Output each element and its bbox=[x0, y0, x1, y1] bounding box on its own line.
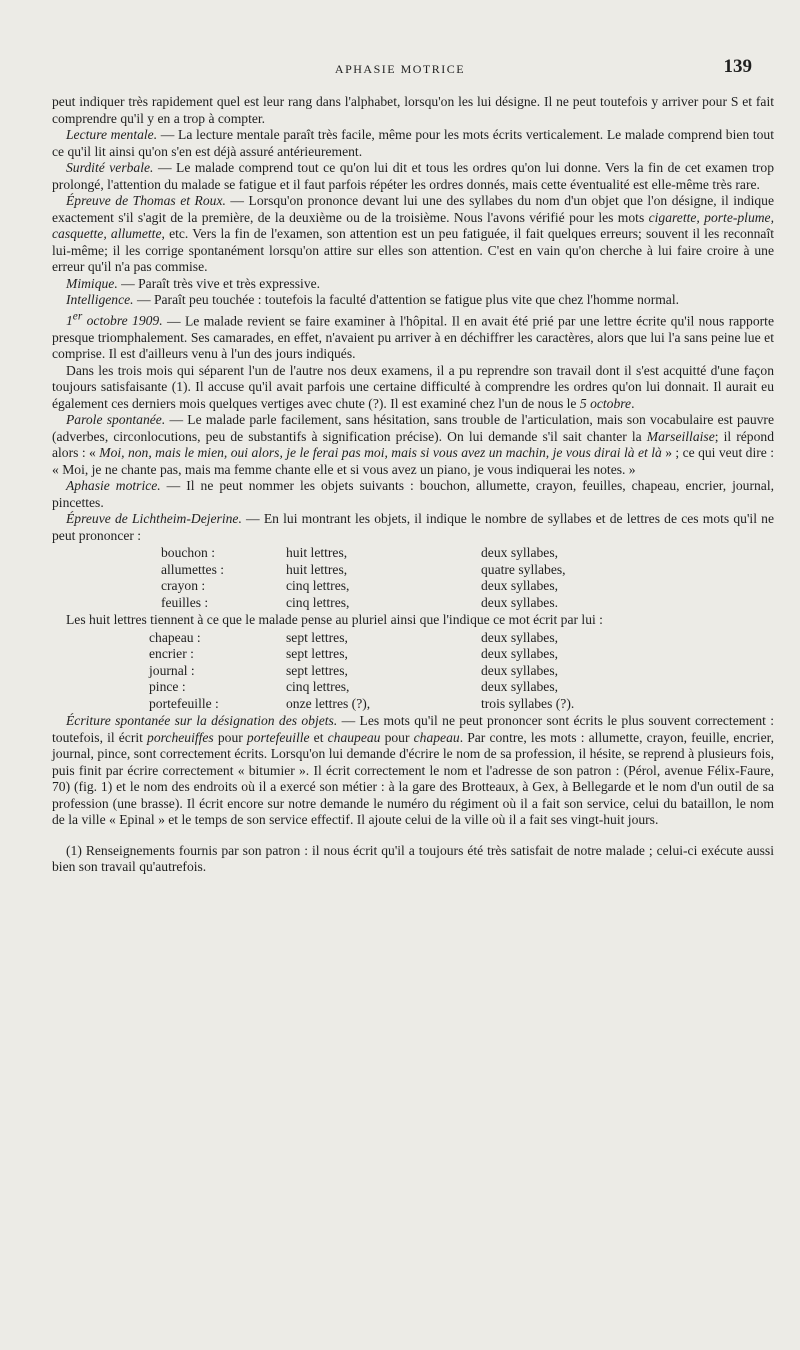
date-day: 1 bbox=[66, 313, 73, 329]
paragraph-text: — Paraît peu touchée : toutefois la faculté d'attention se fatigue plus vite que chez l'homme normal. bbox=[133, 292, 680, 307]
paragraph-parole-spontanee bbox=[52, 412, 774, 478]
table-cell: feuilles : bbox=[161, 594, 209, 610]
section-label: Écriture spontanée sur la désignation des objets. bbox=[66, 713, 338, 729]
paragraph-three-months bbox=[52, 363, 774, 413]
table-row bbox=[161, 578, 566, 595]
paragraph-text: pour bbox=[380, 729, 414, 745]
paragraph-text: — Le malade parle facilement, sans hésitation, sans trouble de l'articulation, mais son vocabulaire est pauvre (adverbes, circonlocutions, peu de substantifs à signification précise). On lui demande s'il sait chanter la bbox=[52, 412, 774, 444]
table-cell: pince : bbox=[149, 679, 186, 695]
table-cell: bouchon : bbox=[161, 545, 215, 561]
table-cell: huit lettres, bbox=[286, 545, 348, 561]
paragraph-text: . bbox=[631, 395, 635, 411]
table-cell: deux syllabes, bbox=[481, 679, 559, 695]
song-title: Marseillaise bbox=[646, 428, 715, 444]
body-text bbox=[52, 94, 774, 876]
table-cell: quatre syllabes, bbox=[481, 561, 566, 577]
paragraph-text: — Le malade revient se faire examiner à l'hôpital. Il en avait été prié par une lettre écrite qu'il nous rapporte presque triomphalement. Ses camarades, en effet, n'avaient pu arriver à en déchiffrer les caractères, alors que lui l'a sans peine lue et comprise. Il est d'ailleurs venu à l'un des jours indiqués. bbox=[52, 313, 774, 362]
section-label: Parole spontanée. bbox=[66, 412, 166, 428]
paragraph-aphasie-motrice bbox=[52, 478, 774, 511]
running-header bbox=[0, 56, 800, 80]
footnote-spacer bbox=[52, 829, 774, 843]
table-row bbox=[149, 646, 574, 663]
paragraph-text: — Le malade comprend tout ce qu'on lui dit et tous les ordres qu'on lui donne. Vers la fin de cet examen trop prolongé, l'attention du malade se fatigue et il faut parfois répéter les ordres donnés, mais cette éventualité est elle-même très rare. bbox=[52, 160, 774, 192]
section-label: Aphasie motrice. bbox=[66, 478, 161, 494]
table-cell: sept lettres, bbox=[286, 646, 348, 662]
paragraph-text: — Il ne peut nommer les objets suivants : bouchon, allumette, crayon, feuilles, chapeau, encrier, journal, pincettes. bbox=[52, 478, 774, 510]
table-cell: crayon : bbox=[161, 578, 206, 594]
table-row bbox=[149, 663, 574, 680]
table-row bbox=[161, 595, 566, 612]
table-cell: deux syllabes. bbox=[481, 594, 559, 610]
syllable-table-1 bbox=[161, 545, 566, 611]
table-cell: trois syllabes (?). bbox=[481, 695, 575, 711]
table-cell: cinq lettres, bbox=[286, 578, 350, 594]
table-cell: chapeau : bbox=[149, 629, 201, 645]
paragraph-text: — Lorsqu'on prononce devant lui une des syllabes du nom d'un objet que l'on désigne, il indique exactement s'il s'agit de la première, de la deuxième ou de la troisième. Nous l'avons vérifié pour les mots bbox=[52, 193, 775, 225]
running-title: APHASIE MOTRICE bbox=[334, 62, 466, 76]
paragraph-continuation bbox=[52, 94, 774, 127]
table-cell: allumettes : bbox=[161, 561, 225, 577]
page-number: 139 bbox=[723, 56, 752, 77]
paragraph-text: pour bbox=[213, 729, 247, 745]
paragraph-epreuve-thomas-roux bbox=[52, 193, 774, 276]
table-cell: cinq lettres, bbox=[286, 594, 350, 610]
target-word: portefeuille bbox=[246, 729, 310, 745]
paragraph-lecture-mentale bbox=[52, 127, 774, 160]
date-superscript: er bbox=[72, 310, 83, 323]
table-cell: sept lettres, bbox=[286, 629, 348, 645]
table-row bbox=[161, 545, 566, 562]
paragraph-text: Dans les trois mois qui séparent l'un de l'autre nos deux examens, il a pu reprendre son travail dont il s'est acquitté d'une façon toujours satisfaisante (1). Il accuse qu'il avait parfois une certaine difficulté à comprendre les ordres qu'on lui donnait. Il aurait eu également ces derniers mois quelques vertiges avec chute (?). Il est examiné chez l'un de nous le bbox=[52, 362, 774, 411]
table-row bbox=[149, 679, 574, 696]
table-cell: journal : bbox=[149, 662, 195, 678]
section-label: Mimique. bbox=[66, 275, 118, 291]
section-label: Épreuve de Thomas et Roux. bbox=[66, 193, 226, 208]
table-cell: cinq lettres, bbox=[286, 679, 350, 695]
section-label: Intelligence. bbox=[66, 292, 134, 307]
footnote: (1) Renseignements fournis par son patron : il nous écrit qu'il a toujours été très satisfait de notre malade ; celui-ci exécute aussi bien son travail qu'autrefois. bbox=[52, 842, 774, 875]
paragraph-huit-lettres bbox=[52, 612, 774, 629]
table-cell: deux syllabes, bbox=[481, 578, 559, 594]
paragraph-surdite-verbale bbox=[52, 160, 774, 193]
table-cell: deux syllabes, bbox=[481, 545, 559, 561]
paragraph-text: — En lui montrant les objets, il indique le nombre de syllabes et de lettres de ces mots qu'il ne peut prononcer : bbox=[52, 511, 774, 543]
table-cell: deux syllabes, bbox=[481, 662, 559, 678]
table-cell: encrier : bbox=[149, 646, 194, 662]
date-rest: octobre 1909. bbox=[82, 313, 163, 329]
paragraph-mimique bbox=[52, 276, 774, 293]
paragraph-lichtheim-dejerine bbox=[52, 511, 774, 544]
table-cell: huit lettres, bbox=[286, 561, 348, 577]
exam-date: 5 octobre bbox=[579, 395, 632, 411]
paragraph-text: . Par contre, les mots : allumette, crayon, feuille, encrier, journal, pince, sont correctement écrits. Lorsqu'on lui demande d'écrire le nom de sa profession, il hésite, se reprend à plusieurs fois, puis finit par écrire correctement « bitumier ». Il écrit correctement le nom et l'adresse de son patron : (Pérol, avenue Félix-Faure, 70) (fig. 1) et le nom des endroits où il a exercé son métier : à la gare des Brotteaux, à Gex, à Bellegarde et le nom d'un outil de sa profession (une brasse). Il écrit encore sur notre demande le numéro du régiment où il a fait son service, celui du bataillon, le nom de la ville « Epinal » et le temps de son service effectif. Il ajoute celui de la ville où il a fait ses vingt-huit jours. bbox=[52, 729, 774, 828]
table-row bbox=[161, 562, 566, 579]
paragraph-intelligence bbox=[52, 292, 774, 309]
section-label: Lecture mentale. bbox=[66, 127, 158, 142]
misspelled-word: chaupeau bbox=[327, 729, 381, 745]
section-label: Surdité verbale. bbox=[66, 160, 154, 175]
table-cell: onze lettres (?), bbox=[286, 695, 371, 711]
target-word: chapeau bbox=[413, 729, 460, 745]
table-row bbox=[149, 696, 574, 713]
paragraph-text: » ; ce qui veut dire : « Moi, je ne chante pas, mais ma femme chante elle et si vous avez un piano, je vous indiquerai les notes. » bbox=[52, 445, 774, 477]
table-cell: deux syllabes, bbox=[481, 646, 559, 662]
patient-quote: Moi, non, mais le mien, oui alors, je le ferai pas moi, mais si vous avez un machin, je vous dirai là et là bbox=[99, 445, 662, 461]
paragraph-text: , etc. Vers la fin de l'examen, son attention est un peu fatiguée, il fait quelques erreurs; souvent il les reconnaît lui-même; il les corrige spontanément lorsqu'on attire sur elles son attention. C'est en vain qu'on cherche à lui faire croire à une erreur qu'il n'a pas commise. bbox=[52, 226, 775, 274]
table-cell: sept lettres, bbox=[286, 662, 348, 678]
paragraph-text: Les huit lettres tiennent à ce que le malade pense au pluriel ainsi que l'indique ce mot écrit par lui : bbox=[66, 612, 603, 628]
paragraph-ecriture-spontanee bbox=[52, 713, 774, 829]
paragraph-date-entry bbox=[52, 309, 774, 363]
paragraph-text: — La lecture mentale paraît très facile, même pour les mots écrits verticalement. Le malade comprend bien tout ce qu'il lit ainsi qu'on s'en est déjà assuré antérieurement. bbox=[52, 127, 774, 159]
syllable-table-2 bbox=[149, 630, 574, 713]
paragraph-text: ; il répond alors : « bbox=[52, 428, 774, 461]
paragraph-text: peut indiquer très rapidement quel est leur rang dans l'alphabet, lorsqu'on les lui désigne. Il ne peut toutefois y arriver pour S et fait comprendre qu'il y en a trop à compter. bbox=[52, 94, 774, 126]
paragraph-text: — Paraît très vive et très expressive. bbox=[117, 275, 321, 291]
date-label bbox=[66, 310, 163, 329]
table-cell: portefeuille : bbox=[149, 695, 219, 711]
section-label: Épreuve de Lichtheim-Dejerine. bbox=[66, 511, 242, 527]
example-words: cigarette, porte-plume, casquette, allumette bbox=[52, 209, 774, 241]
table-cell: deux syllabes, bbox=[481, 629, 559, 645]
paragraph-text: et bbox=[309, 729, 328, 745]
table-row bbox=[149, 630, 574, 647]
paragraph-text: — Les mots qu'il ne peut prononcer sont écrits le plus souvent correctement : toutefois, il écrit bbox=[52, 713, 775, 745]
misspelled-word: porcheuiffes bbox=[147, 729, 214, 745]
